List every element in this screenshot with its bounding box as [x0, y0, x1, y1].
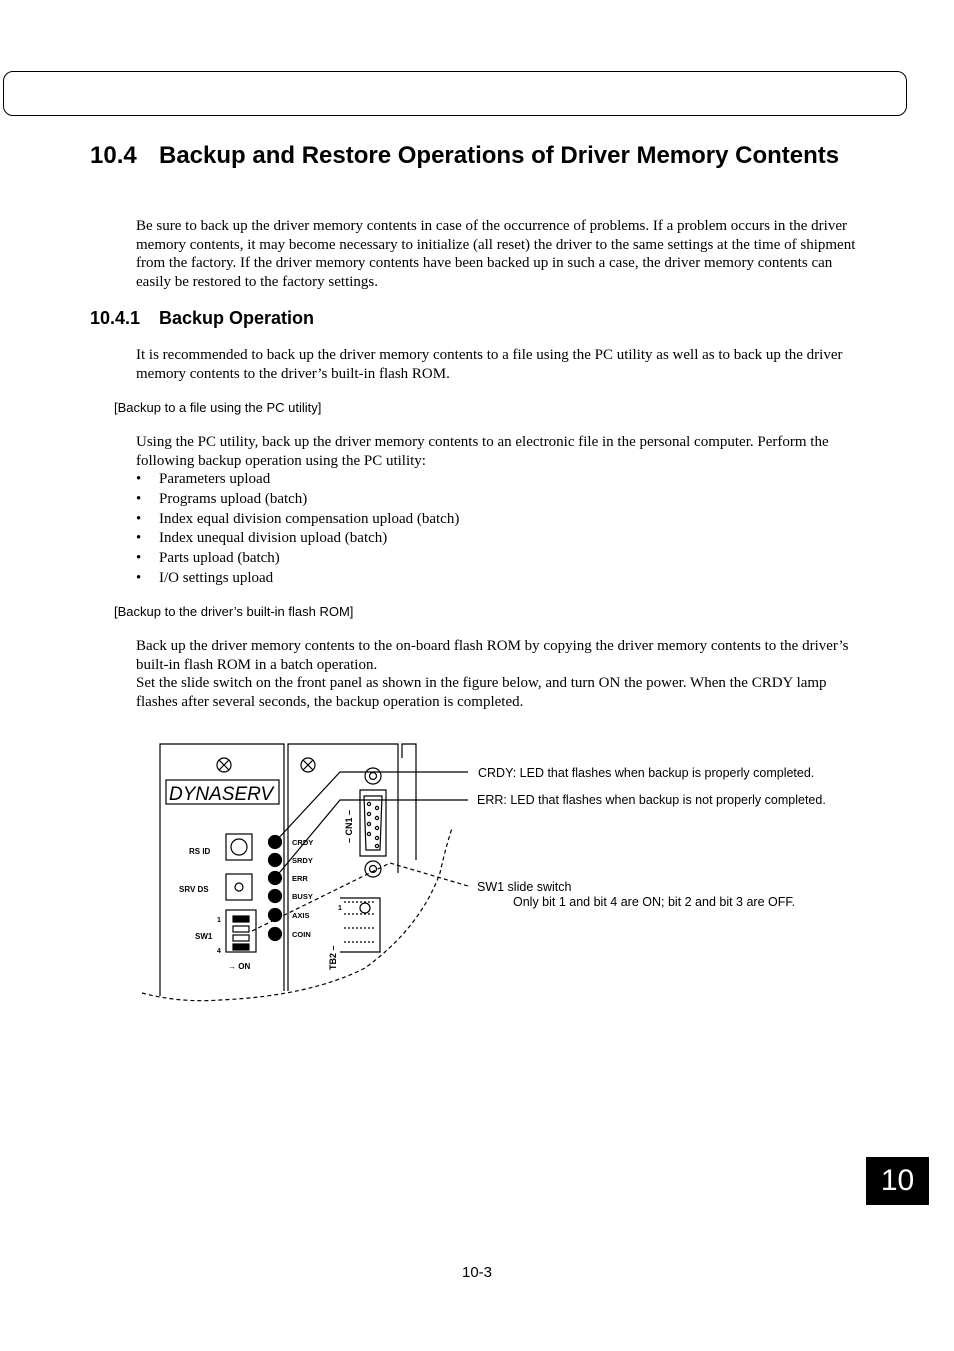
pc-backup-heading: [Backup to a file using the PC utility] [114, 400, 322, 415]
rotary-switch-dial-icon [231, 839, 247, 855]
right-module-outline [288, 744, 398, 991]
led-coin-icon [269, 928, 282, 941]
screw-icon [301, 758, 315, 772]
sw1-callout-detail: Only bit 1 and bit 4 are ON; bit 2 and bit 3 are OFF. [513, 895, 796, 909]
led-srdy-icon [269, 854, 282, 867]
chapter-tab: 10 [866, 1157, 929, 1205]
srv-ds-label: SRV DS [179, 885, 209, 894]
cn1-label: – CN1 – [344, 809, 354, 843]
intro-paragraph: Be sure to back up the driver memory contents in case of the occurrence of problems. If a problem occurs in the driver memory contents, it may become necessary to initialize (all reset) the driver to the same settings at the time of shipment from the factory. If the driver memory contents have been backed up in such a case, the driver memory contents can easily be restored to the factory settings. [136, 218, 856, 290]
rotary-switch [226, 834, 252, 860]
led-label-busy: BUSY [292, 892, 313, 901]
screw-icon [217, 758, 231, 772]
sw1-bit1-label: 1 [217, 917, 221, 924]
crdy-callout: CRDY: LED that flashes when backup is properly completed. [478, 766, 815, 780]
err-callout: ERR: LED that flashes when backup is not properly completed. [477, 793, 826, 807]
sw1-bit4-label: 4 [217, 948, 221, 955]
sw1-on-label: → ON [228, 962, 251, 971]
dip-bit-1-on [233, 916, 249, 922]
bullet-icon: • [136, 471, 142, 487]
front-panel-figure [140, 738, 860, 1010]
subsection-title: Backup Operation [159, 308, 315, 328]
bullet-icon: • [136, 510, 142, 527]
pc-backup-text: Using the PC utility, back up the driver memory contents to an electronic file in the personal computer. Perform the following backup operation using the PC utility: [136, 434, 829, 469]
dip-bit-2-off [233, 926, 249, 932]
dip-bit-3-off [233, 935, 249, 941]
flash-backup-text-1: Back up the driver memory contents to the on-board flash ROM by copying the driver memory contents to the driver’s built-in flash ROM in a batch operation. [136, 638, 849, 673]
header-rule [3, 71, 907, 116]
list-item: • Index equal division compensation upload (batch) [136, 510, 459, 530]
bullet-icon: • [136, 569, 142, 586]
tb2-pin-label: 1 [338, 905, 342, 912]
bullet-icon: • [136, 530, 142, 547]
led-label-coin: COIN [292, 930, 311, 939]
bullet-icon: • [136, 550, 142, 567]
srv-ds-button [226, 874, 252, 900]
srv-ds-button-icon [235, 883, 243, 891]
sw1-label: SW1 [195, 932, 213, 941]
list-item: • Index unequal division upload (batch) [136, 529, 459, 549]
led-label-srdy: SRDY [292, 856, 313, 865]
tb2-label: TB2 – [328, 945, 338, 970]
subsection-number: 10.4.1 [90, 308, 141, 328]
connector-screw-icon [365, 768, 381, 784]
list-item: • I/O settings upload [136, 569, 459, 589]
led-label-axis: AXIS [292, 911, 310, 920]
brand-label: DYNASERV [169, 784, 274, 805]
led-busy-icon [269, 890, 282, 903]
page-number: 10-3 [461, 1264, 493, 1281]
upload-list [136, 470, 459, 589]
rs-id-label: RS ID [189, 847, 211, 856]
led-label-crdy: CRDY [292, 838, 314, 847]
list-item: • Parts upload (batch) [136, 549, 459, 569]
flash-backup-heading: [Backup to the driver’s built-in flash ROM] [114, 604, 354, 619]
sw1-callout-title: SW1 slide switch [477, 880, 572, 894]
list-item: • Programs upload (batch) [136, 490, 459, 510]
subsection-intro: It is recommended to back up the driver memory contents to a file using the PC utility as well as to back up the driver memory contents to the driver’s built-in flash ROM. [136, 347, 843, 382]
section-title: Backup and Restore Operations of Driver Memory Contents [159, 142, 840, 169]
flash-backup-text-2: Set the slide switch on the front panel as shown in the figure below, and turn ON the power. When the CRDY lamp flashes after several seconds, the backup operation is completed. [136, 675, 827, 710]
bullet-icon: • [136, 490, 142, 507]
led-axis-icon [269, 909, 282, 922]
led-label-err: ERR [292, 874, 308, 883]
section-number: 10.4 [90, 142, 137, 169]
crdy-leader-line [275, 772, 468, 842]
dip-bit-4-on [233, 944, 249, 950]
left-module-outline [160, 744, 284, 996]
list-item: • Parameters upload [136, 470, 459, 490]
